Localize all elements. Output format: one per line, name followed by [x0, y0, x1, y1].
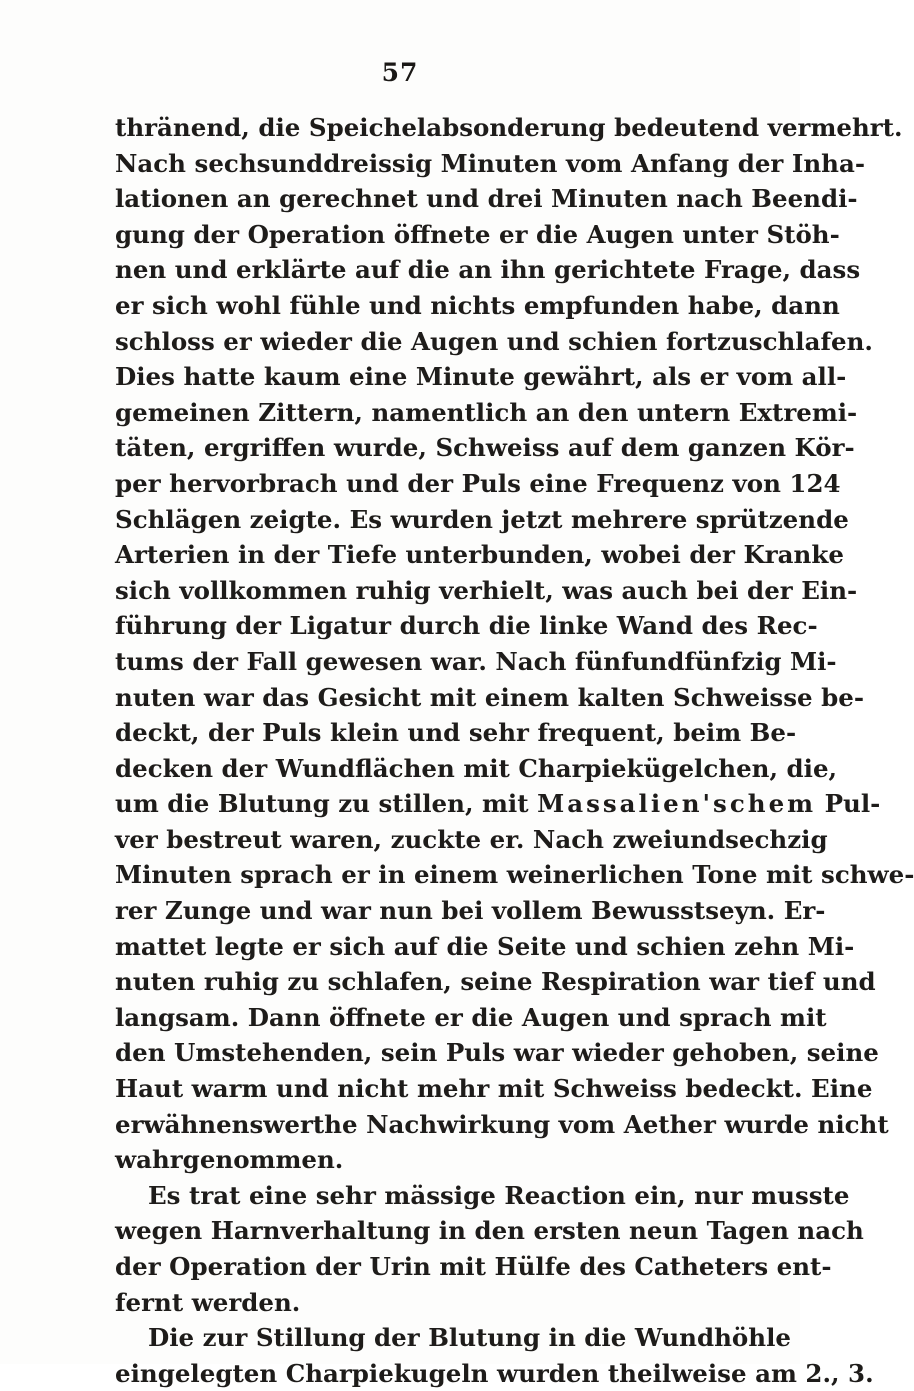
text-line: nuten ruhig zu schlafen, seine Respiration war tief und: [115, 967, 876, 997]
text-line: fernt werden.: [115, 1287, 301, 1317]
text-line: Dies hatte kaum eine Minute gewährt, als er vom all-: [115, 362, 847, 392]
text-line: Die zur Stillung der Blutung in die Wundhöhle: [148, 1323, 791, 1353]
text-line: tums der Fall gewesen war. Nach fünfundfünfzig Mi-: [115, 646, 837, 676]
body-text: [115, 110, 914, 1391]
text-line: schloss er wieder die Augen und schien fortzuschlafen.: [115, 326, 873, 356]
text-line: führung der Ligatur durch die linke Wand des Rec-: [115, 611, 818, 641]
text-line: Haut warm und nicht mehr mit Schweiss bedeckt. Eine: [115, 1074, 873, 1104]
text-line: per hervorbrach und der Puls eine Frequenz von 124: [115, 468, 841, 498]
text-line: ver bestreut waren, zuckte er. Nach zweiundsechzig: [115, 824, 828, 854]
text-line: den Umstehenden, sein Puls war wieder gehoben, seine: [115, 1038, 879, 1068]
page-number: 57: [381, 58, 419, 87]
text-line: Arterien in der Tiefe unterbunden, wobei der Kranke: [115, 540, 844, 570]
text-line: sich vollkommen ruhig verhielt, was auch bei der Ein-: [115, 575, 858, 605]
text-line: nuten war das Gesicht mit einem kalten Schweisse be-: [115, 682, 865, 712]
text-line: rer Zunge und war nun bei vollem Bewusstseyn. Er-: [115, 896, 826, 926]
text-line: mattet legte er sich auf die Seite und schien zehn Mi-: [115, 931, 855, 961]
text-line: Schlägen zeigte. Es wurden jetzt mehrere sprützende: [115, 504, 849, 534]
author-name-spaced: Massalien'schem: [537, 789, 817, 819]
text-line: Nach sechsunddreissig Minuten vom Anfang der Inha-: [115, 148, 866, 178]
text-segment: Pul-: [824, 789, 881, 819]
text-line: deckt, der Puls klein und sehr frequent, beim Be-: [115, 718, 797, 748]
text-line: wegen Harnverhaltung in den ersten neun Tagen nach: [115, 1216, 864, 1246]
text-line: lationen an gerechnet und drei Minuten nach Beendi-: [115, 184, 858, 214]
text-line: nen und erklärte auf die an ihn gerichtete Frage, dass: [115, 255, 861, 285]
text-line: er sich wohl fühle und nichts empfunden habe, dann: [115, 290, 840, 320]
text-line: [115, 786, 881, 822]
text-segment: um die Blutung zu stillen, mit: [115, 789, 529, 819]
text-line: täten, ergriffen wurde, Schweiss auf dem ganzen Kör-: [115, 433, 855, 463]
text-line: decken der Wundflächen mit Charpiekügelchen, die,: [115, 753, 838, 783]
text-line: gemeinen Zittern, namentlich an den untern Extremi-: [115, 397, 858, 427]
text-line: thränend, die Speichelabsonderung bedeutend vermehrt.: [115, 113, 903, 142]
text-line: erwähnenswerthe Nachwirkung vom Aether wurde nicht: [115, 1109, 889, 1139]
text-line: Minuten sprach er in einem weinerlichen Tone mit schwe-: [115, 860, 914, 890]
text-line: gung der Operation öffnete er die Augen unter Stöh-: [115, 219, 840, 249]
text-line: wahrgenommen.: [115, 1145, 344, 1175]
text-line: eingelegten Charpiekugeln wurden theilweise am 2., 3.: [115, 1358, 874, 1388]
text-line: langsam. Dann öffnete er die Augen und sprach mit: [115, 1002, 827, 1032]
text-line: der Operation der Urin mit Hülfe des Catheters ent-: [115, 1252, 832, 1281]
text-line: Es trat eine sehr mässige Reaction ein, nur musste: [148, 1180, 850, 1210]
